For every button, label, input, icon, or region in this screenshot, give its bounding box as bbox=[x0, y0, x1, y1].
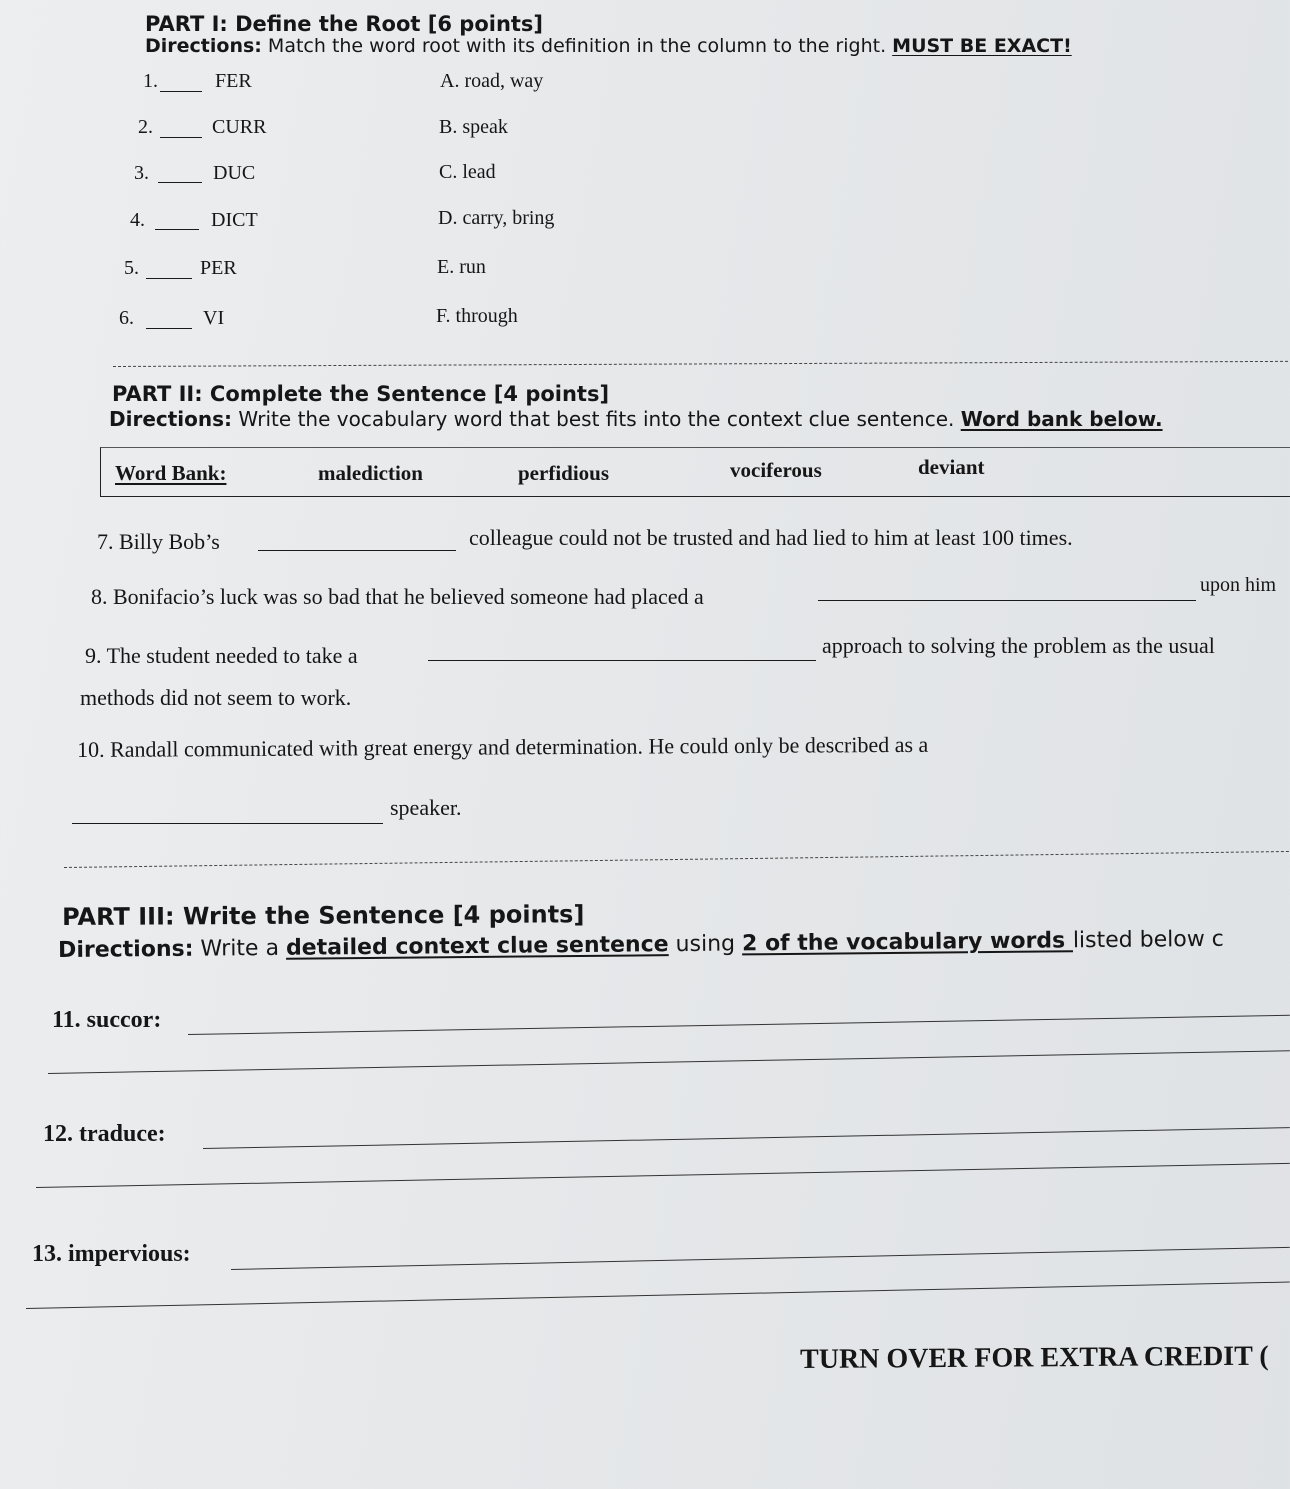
word-bank-word-3: vociferous bbox=[730, 458, 822, 482]
q7-text-before: 7. Billy Bob’s bbox=[97, 529, 220, 554]
part1-directions-emphasis: MUST BE EXACT! bbox=[892, 35, 1072, 57]
p1-item-3-root: DUC bbox=[213, 162, 256, 184]
word-bank-word-1: malediction bbox=[318, 461, 423, 485]
extra-credit-note: TURN OVER FOR EXTRA CREDIT ( bbox=[800, 1340, 1269, 1375]
p1-item-6-root: VI bbox=[203, 307, 225, 329]
q10-text-after: speaker. bbox=[390, 795, 462, 820]
q9-text-line2: methods did not seem to work. bbox=[80, 685, 352, 710]
q12-answer-line-1[interactable] bbox=[203, 1127, 1290, 1149]
word-bank-box bbox=[100, 447, 1290, 497]
part1-directions bbox=[145, 35, 1072, 57]
q13-answer-line-2[interactable] bbox=[26, 1282, 1290, 1309]
part3-directions-emphasis-2: 2 of the vocabulary words bbox=[741, 928, 1074, 957]
part3-directions-label: Directions: bbox=[58, 936, 194, 963]
q8-text-before: 8. Bonifacio’s luck was so bad that he believed someone had placed a bbox=[91, 584, 704, 609]
q9-text-after: approach to solving the problem as the usual bbox=[822, 633, 1215, 658]
q8-text-after: upon him bbox=[1200, 574, 1277, 596]
p1-item-5-blank[interactable] bbox=[146, 278, 192, 279]
section-divider-2 bbox=[64, 851, 1290, 868]
p1-item-6-blank[interactable] bbox=[146, 328, 192, 329]
q10-answer-blank[interactable] bbox=[72, 823, 383, 824]
p1-item-6-num: 6. bbox=[119, 307, 134, 329]
part3-directions-emphasis-1: detailed context clue sentence bbox=[285, 932, 669, 961]
word-bank-word-2: perfidious bbox=[518, 461, 610, 485]
part1-directions-text: Match the word root with its definition in the column to the right. bbox=[261, 35, 893, 57]
p1-item-1-root: FER bbox=[215, 70, 252, 92]
part2-directions bbox=[109, 407, 1163, 431]
q12-label: 12. traduce: bbox=[43, 1121, 166, 1147]
part3-directions-mid: using bbox=[668, 931, 743, 958]
q10-text-line1: 10. Randall communicated with great energy and determination. He could only be described as a bbox=[77, 731, 929, 762]
p1-item-2-num: 2. bbox=[138, 116, 153, 138]
q7-answer-blank[interactable] bbox=[258, 550, 456, 551]
section-divider-1 bbox=[113, 361, 1290, 367]
p1-item-6-def: F. through bbox=[436, 305, 518, 327]
p1-item-2-blank[interactable] bbox=[160, 137, 202, 138]
q13-answer-line-1[interactable] bbox=[231, 1247, 1290, 1270]
p1-item-4-blank[interactable] bbox=[155, 229, 199, 230]
q12-answer-line-2[interactable] bbox=[36, 1163, 1290, 1188]
q9-text-before: 9. The student needed to take a bbox=[85, 643, 358, 668]
p1-item-4-def: D. carry, bring bbox=[438, 207, 555, 229]
q8-answer-blank[interactable] bbox=[818, 600, 1196, 601]
p1-item-3-def: C. lead bbox=[439, 161, 496, 183]
part3-directions-post: listed below c bbox=[1072, 926, 1224, 954]
word-bank-link: Word bank below. bbox=[960, 407, 1163, 431]
q13-label: 13. impervious: bbox=[32, 1241, 191, 1267]
q11-answer-line-1[interactable] bbox=[188, 1015, 1290, 1035]
part1-heading: PART I: Define the Root [6 points] bbox=[145, 12, 544, 36]
part3-directions bbox=[58, 927, 1224, 963]
p1-item-5-def: E. run bbox=[437, 256, 486, 278]
p1-item-2-def: B. speak bbox=[439, 116, 508, 138]
word-bank-label: Word Bank: bbox=[115, 461, 227, 485]
part2-directions-text: Write the vocabulary word that best fits into the context clue sentence. bbox=[232, 407, 961, 431]
part2-heading: PART II: Complete the Sentence [4 points] bbox=[112, 382, 610, 406]
part1-directions-label: Directions: bbox=[145, 35, 262, 57]
part2-directions-label: Directions: bbox=[109, 407, 233, 431]
q9-answer-blank[interactable] bbox=[428, 660, 816, 661]
q11-answer-line-2[interactable] bbox=[48, 1050, 1290, 1074]
word-bank-word-4: deviant bbox=[918, 455, 985, 479]
p1-item-4-num: 4. bbox=[130, 209, 145, 231]
p1-item-1-blank[interactable] bbox=[160, 91, 202, 92]
p1-item-1-num: 1. bbox=[143, 70, 158, 92]
p1-item-1-def: A. road, way bbox=[440, 70, 544, 92]
p1-item-5-num: 5. bbox=[124, 257, 139, 279]
p1-item-3-num: 3. bbox=[134, 162, 149, 184]
q11-label: 11. succor: bbox=[52, 1007, 162, 1033]
q7-text-after: colleague could not be trusted and had lied to him at least 100 times. bbox=[469, 525, 1073, 550]
part3-heading: PART III: Write the Sentence [4 points] bbox=[62, 900, 585, 931]
p1-item-4-root: DICT bbox=[211, 209, 258, 231]
p1-item-2-root: CURR bbox=[212, 116, 267, 138]
part3-directions-pre: Write a bbox=[193, 935, 287, 962]
p1-item-3-blank[interactable] bbox=[158, 182, 202, 183]
p1-item-5-root: PER bbox=[200, 257, 237, 279]
